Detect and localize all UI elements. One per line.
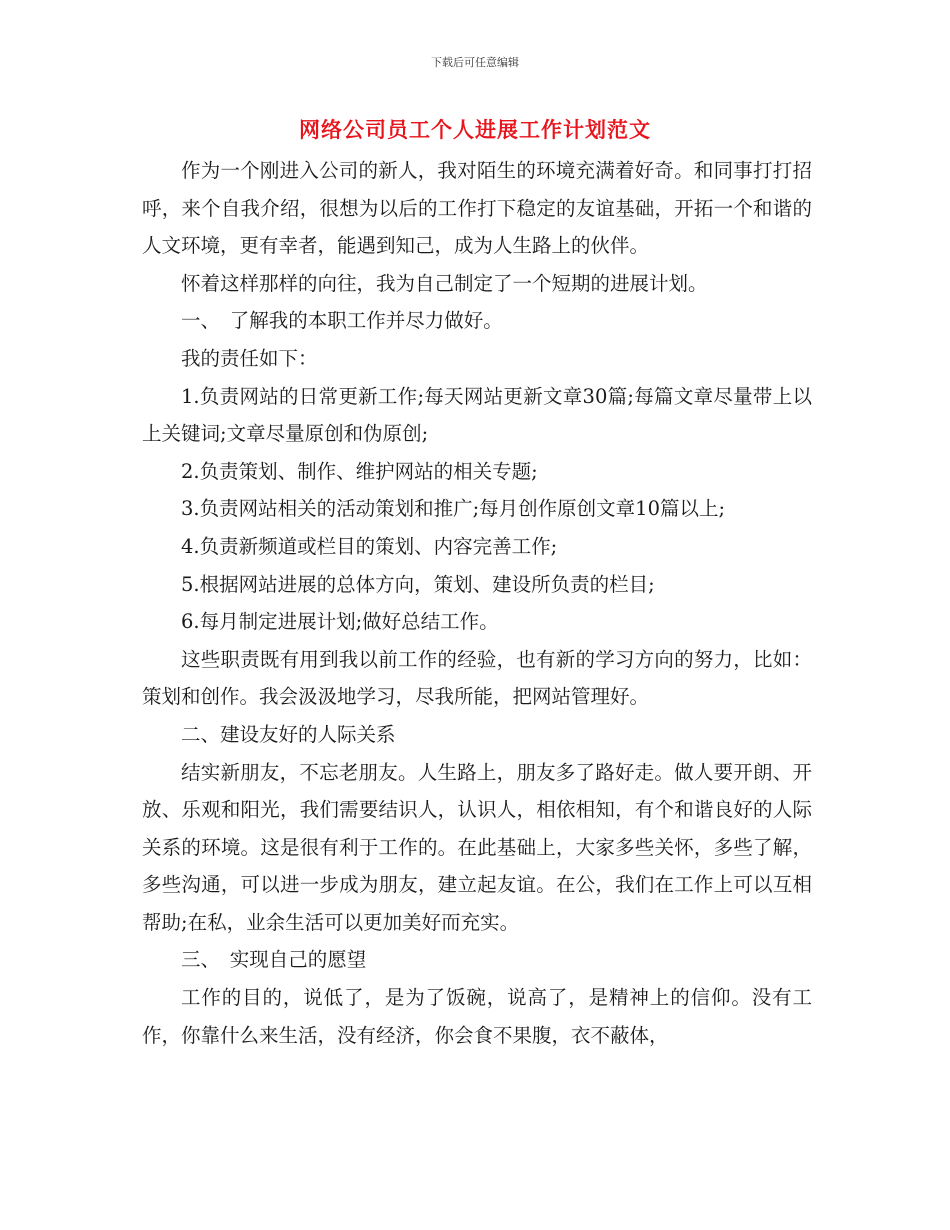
document-title: 网络公司员工个人进展工作计划范文: [299, 118, 651, 142]
list-item: 1.负责网站的日常更新工作;每天网站更新文章30篇;每篇文章尽量带上以上关键词;文章尽量原创和伪原创;: [142, 384, 812, 446]
section-heading: 一、 了解我的本职工作并尽力做好。: [181, 309, 503, 333]
section-heading: 二、建设友好的人际关系: [181, 722, 396, 746]
list-item: 6.每月制定进展计划;做好总结工作。: [181, 610, 499, 634]
list-item: 5.根据网站进展的总体方向，策划、建设所负责的栏目;: [181, 572, 655, 596]
list-item: 4.负责新频道或栏目的策划、内容完善工作;: [181, 534, 558, 558]
list-item: 3.负责网站相关的活动策划和推广;每月创作原创文章10篇以上;: [181, 497, 726, 521]
paragraph: 作为一个刚进入公司的新人，我对陌生的环境充满着好奇。和同事打打招呼，来个自我介绍，很想为以后的工作打下稳定的友谊基础，开拓一个和谐的人文环境，更有幸者，能遇到知己，成为人生路上的伙伴。: [142, 159, 812, 258]
section-heading: 三、 实现自己的愿望: [181, 948, 367, 972]
document-body: [142, 152, 812, 1054]
header-note: 下载后可任意编辑: [431, 56, 519, 69]
paragraph: 怀着这样那样的向往，我为自己制定了一个短期的进展计划。: [181, 271, 708, 295]
paragraph: 我的责任如下：: [181, 346, 318, 370]
list-item: 2.负责策划、制作、维护网站的相关专题;: [181, 459, 538, 483]
paragraph: 这些职责既有用到我以前工作的经验，也有新的学习方向的努力，比如：策划和创作。我会汲汲地学习，尽我所能，把网站管理好。: [142, 647, 812, 709]
paragraph: 工作的目的，说低了，是为了饭碗，说高了，是精神上的信仰。没有工作，你靠什么来生活，没有经济，你会食不果腹，衣不蔽体，: [142, 986, 812, 1047]
paragraph: 结实新朋友，不忘老朋友。人生路上，朋友多了路好走。做人要开朗、开放、乐观和阳光，我们需要结识人，认识人，相依相知，有个和谐良好的人际关系的环境。这是很有利于工作的。在此基础上，大家多些关怀，多些了解，多些沟通，可以进一步成为朋友，建立起友谊。在公，我们在工作上可以互相帮助;在私，业余生活可以更加美好而充实。: [142, 760, 812, 934]
